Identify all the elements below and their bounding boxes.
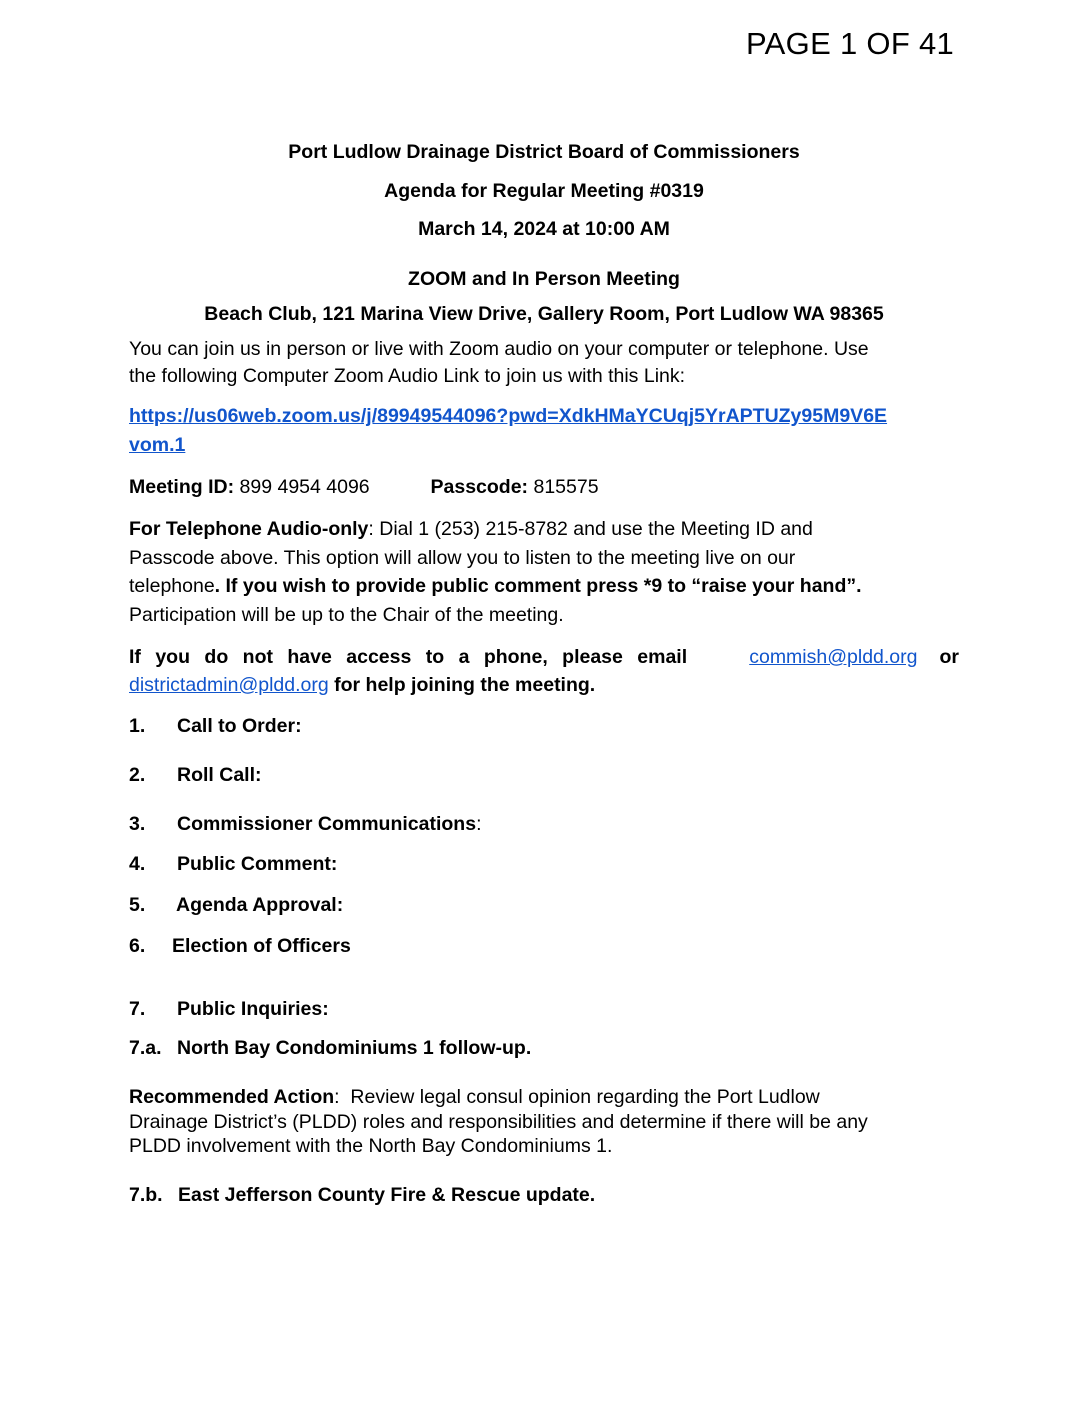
telephone-text: Participation will be up to the Chair of the meeting. [129,603,564,626]
agenda-item [129,894,343,917]
header-agenda-title: Agenda for Regular Meeting #0319 [384,180,704,202]
agenda-item [129,813,481,836]
passcode-label: Passcode: [430,476,529,498]
agenda-item-label: Election of Officers [172,935,351,957]
zoom-link-line[interactable]: vom.1 [129,434,186,456]
zoom-link-line[interactable]: https://us06web.zoom.us/j/89949544096?pwd=XdkHMaYCUqj5YrAPTUZy95M9V6E [129,405,888,427]
agenda-item-label: North Bay Condominiums 1 follow-up. [177,1037,532,1059]
recommended-action-text: PLDD involvement with the North Bay Condominiums 1. [129,1135,613,1157]
agenda-item-number: 7.b. [129,1184,163,1206]
agenda-item-number: 6. [129,935,146,957]
agenda-item [129,998,329,1021]
intro-line: the following Computer Zoom Audio Link to join us with this Link: [129,365,686,387]
meeting-id-value: 899 4954 4096 [239,476,370,498]
agenda-item [129,1184,595,1207]
telephone-text: telephone [129,575,215,597]
agenda-item-label: East Jefferson County Fire & Rescue update. [178,1184,596,1206]
email-link-districtadmin[interactable]: districtadmin@pldd.org [129,674,329,696]
public-comment-instruction: . If you wish to provide public comment press *9 to “raise your hand”. [214,575,862,597]
header-location: Beach Club, 121 Marina View Drive, Gallery Room, Port Ludlow WA 98365 [204,303,884,325]
agenda-item-number: 7.a. [129,1037,162,1059]
agenda-item-label: Public Inquiries: [177,998,329,1020]
intro-paragraph [129,336,959,390]
recommended-action-text: : Review legal consul opinion regarding the Port Ludlow [334,1086,820,1108]
recommended-action-text: Drainage District’s (PLDD) roles and responsibilities and determine if there will be any [129,1110,868,1133]
agenda-item-number: 5. [129,894,146,916]
agenda-item [129,1037,531,1060]
agenda-item [129,715,302,738]
agenda-item-number: 3. [129,813,146,835]
agenda-item-number: 1. [129,715,146,737]
agenda-item-number: 2. [129,764,146,786]
agenda-item-number: 7. [129,998,146,1020]
no-phone-text: If you do not have access to a phone, please email [129,646,688,668]
agenda-item-label: Call to Order: [177,715,302,737]
agenda-item-suffix: : [476,813,482,835]
email-link-commish[interactable]: commish@pldd.org [749,646,918,668]
no-phone-paragraph [129,643,959,699]
recommended-action [129,1085,959,1159]
telephone-label: For Telephone Audio-only [129,518,369,540]
intro-line: You can join us in person or live with Zoom audio on your computer or telephone. Use [129,338,869,360]
telephone-text: Passcode above. This option will allow you to listen to the meeting live on our [129,546,796,569]
meeting-id-label: Meeting ID: [129,476,235,498]
recommended-action-label: Recommended Action [129,1086,335,1108]
header-meeting-date: March 14, 2024 at 10:00 AM [418,218,670,240]
agenda-item-number: 4. [129,853,146,875]
telephone-text: : Dial 1 (253) 215-8782 and use the Meeting ID and [368,518,813,540]
header-district-title: Port Ludlow Drainage District Board of Commissioners [288,141,800,163]
agenda-item [129,935,351,958]
meeting-credentials [129,474,959,501]
header-meeting-type: ZOOM and In Person Meeting [408,268,680,290]
zoom-link-block [129,402,959,460]
agenda-item-label: Agenda Approval: [176,894,344,916]
page-indicator: PAGE 1 OF 41 [746,26,955,61]
agenda-item-label: Roll Call: [177,764,262,786]
passcode-value: 815575 [533,476,599,498]
agenda-item [129,764,262,787]
agenda-item-label: Commissioner Communications [177,813,477,835]
agenda-item [129,853,337,876]
telephone-paragraph [129,515,959,629]
agenda-item-label: Public Comment: [177,853,338,875]
no-phone-text: or [939,646,959,668]
no-phone-text: for help joining the meeting. [334,674,596,696]
zoom-link[interactable] [129,405,887,456]
